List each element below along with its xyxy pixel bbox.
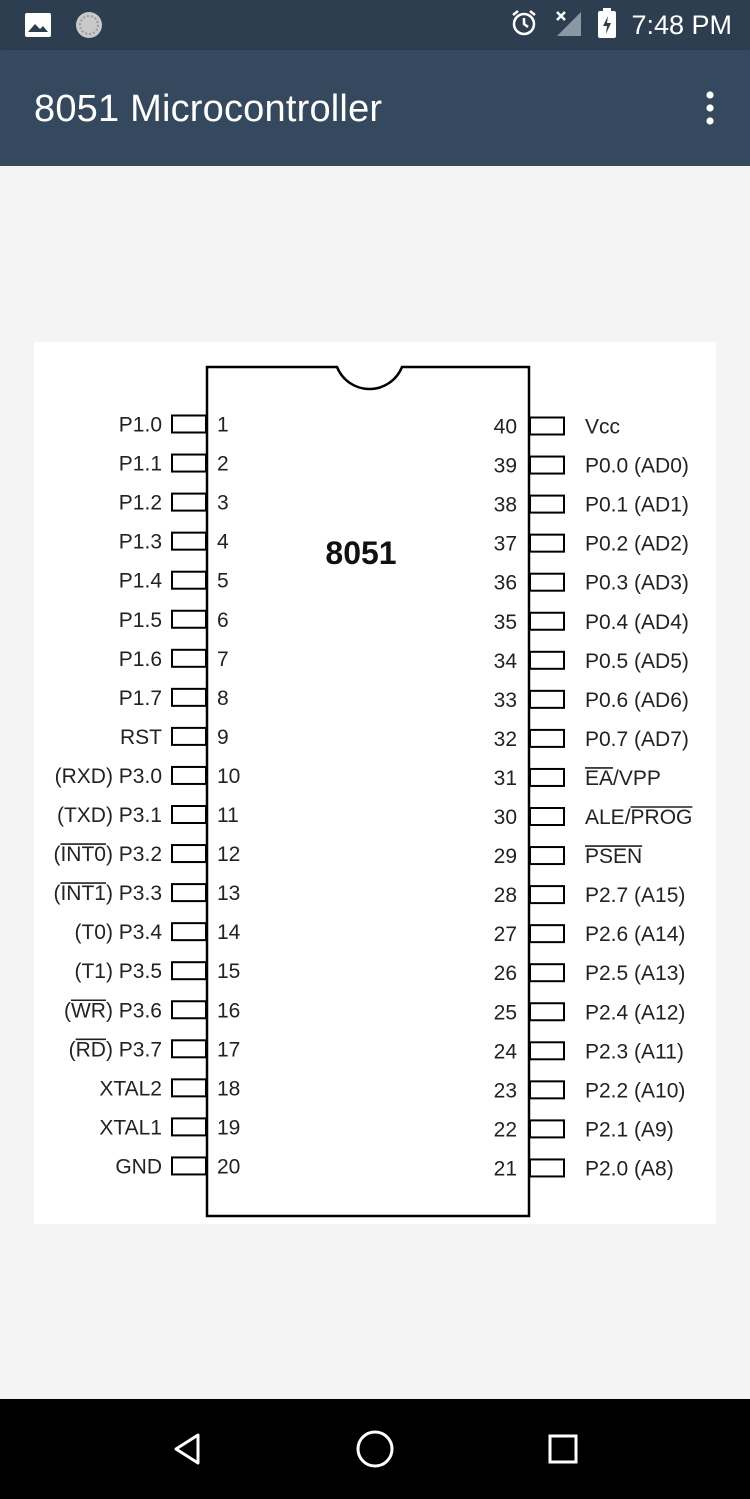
pin-number: 24 <box>493 1040 517 1064</box>
pin-number: 40 <box>493 415 517 439</box>
pin-number: 11 <box>217 804 239 827</box>
pin-number: 22 <box>493 1118 517 1142</box>
pin-lead <box>530 847 564 864</box>
alarm-icon <box>509 8 539 43</box>
pin-label: P1.2 <box>118 491 162 515</box>
pin-lead <box>172 806 206 823</box>
pin-number: 9 <box>217 725 229 749</box>
pin-number: 28 <box>493 884 517 908</box>
pin-label: RST <box>120 725 162 749</box>
pin-right <box>494 845 643 868</box>
content-area <box>0 166 750 1399</box>
pin-label: P0.7 (AD7) <box>585 727 689 751</box>
image-icon <box>24 12 52 43</box>
pin-number: 8 <box>217 686 229 710</box>
pin-lead <box>530 808 564 825</box>
chip-body <box>207 367 529 1216</box>
pin-number: 2 <box>217 452 229 476</box>
battery-icon <box>597 7 617 44</box>
back-icon[interactable] <box>166 1427 210 1471</box>
pin-label: P1.4 <box>118 569 162 593</box>
pin-label: P2.3 (A11) <box>585 1040 684 1064</box>
pin-label: ALE/PROG <box>585 806 693 829</box>
pin-label: P1.1 <box>118 452 162 476</box>
pin-lead <box>530 535 564 552</box>
pin-number: 13 <box>217 882 241 906</box>
pin-diagram-svg <box>34 342 716 1224</box>
pin-lead <box>530 457 564 474</box>
pin-lead <box>172 767 206 784</box>
pin-label: P2.4 (A12) <box>585 1001 686 1025</box>
pin-left <box>99 1116 240 1139</box>
recents-icon[interactable] <box>541 1427 585 1471</box>
pin-label: P0.1 (AD1) <box>585 493 689 517</box>
pin-label: P2.6 (A14) <box>585 923 686 947</box>
pin-label: P1.6 <box>118 647 162 671</box>
pin-label: P0.5 (AD5) <box>585 649 689 673</box>
pin-label: P2.7 (A15) <box>585 884 686 908</box>
pin-number: 33 <box>493 688 517 712</box>
pin-lead <box>172 650 206 667</box>
pin-lead <box>530 691 564 708</box>
pin-label: (T1) P3.5 <box>74 960 162 984</box>
pin-left <box>115 1155 240 1178</box>
pin-lead <box>172 689 206 706</box>
pin-number: 32 <box>493 727 517 751</box>
pin-label: XTAL2 <box>99 1077 162 1101</box>
pin-number: 3 <box>217 491 229 515</box>
pin-lead <box>530 496 564 513</box>
pin-number: 7 <box>217 647 229 671</box>
pin-label: P2.5 (A13) <box>585 962 686 986</box>
pin-lead <box>172 455 206 472</box>
pin-right <box>494 416 620 439</box>
pin-number: 26 <box>493 962 517 986</box>
pin-label: (RXD) P3.0 <box>54 764 162 788</box>
pin-lead <box>172 1040 206 1057</box>
pin-number: 27 <box>493 923 517 947</box>
pin-lead <box>172 1001 206 1018</box>
app-title: 8051 Microcontroller <box>34 88 383 130</box>
pin-diagram <box>34 342 716 1224</box>
pin-lead <box>530 613 564 630</box>
app-bar <box>0 50 750 166</box>
pin-lead <box>172 494 206 511</box>
navigation-bar <box>0 1399 750 1499</box>
pin-lead <box>530 1042 564 1059</box>
pin-lead <box>172 533 206 550</box>
pin-label: P1.3 <box>118 530 162 554</box>
pin-number: 10 <box>217 764 241 788</box>
pin-label: (INT1) P3.3 <box>53 882 162 906</box>
pin-label: (T0) P3.4 <box>74 921 162 945</box>
pin-lead <box>172 884 206 901</box>
more-vert-icon[interactable] <box>700 90 720 126</box>
pin-number: 6 <box>217 608 229 632</box>
pin-number: 36 <box>493 571 517 595</box>
pin-number: 30 <box>493 806 517 829</box>
pin-lead <box>172 962 206 979</box>
pin-number: 37 <box>493 532 517 556</box>
pin-lead <box>172 923 206 940</box>
pin-number: 25 <box>493 1001 517 1025</box>
pin-number: 34 <box>493 649 517 673</box>
pin-number: 31 <box>493 766 517 790</box>
pin-number: 23 <box>493 1079 517 1103</box>
pin-lead <box>530 769 564 786</box>
pin-number: 14 <box>217 921 241 945</box>
pin-lead <box>172 611 206 628</box>
pin-lead <box>172 1157 206 1174</box>
pin-lead <box>530 1003 564 1020</box>
pin-left <box>99 1077 240 1100</box>
pin-label: (WR) P3.6 <box>63 999 162 1023</box>
pin-label: P0.3 (AD3) <box>585 571 689 595</box>
pin-lead <box>172 572 206 589</box>
pin-lead <box>172 728 206 745</box>
pin-number: 21 <box>493 1157 517 1181</box>
pin-number: 20 <box>217 1155 241 1179</box>
home-icon[interactable] <box>353 1427 397 1471</box>
pin-label: P2.0 (A8) <box>585 1157 674 1181</box>
pin-label: EA/VPP <box>585 766 661 790</box>
pin-number: 12 <box>217 843 241 867</box>
pin-label: (TXD) P3.1 <box>56 804 162 827</box>
pin-label: (INT0) P3.2 <box>53 843 162 867</box>
pin-lead <box>530 886 564 903</box>
pin-label: GND <box>115 1155 162 1179</box>
pin-lead <box>172 416 206 433</box>
pin-label: P0.6 (AD6) <box>585 688 689 712</box>
pin-lead <box>530 652 564 669</box>
pin-label: P1.7 <box>118 686 162 710</box>
pin-label: (RD) P3.7 <box>68 1038 162 1062</box>
no-signal-icon <box>553 8 583 43</box>
pin-number: 4 <box>217 530 229 554</box>
status-time: 7:48 PM <box>631 9 732 40</box>
pin-lead <box>530 418 564 435</box>
pin-lead <box>530 1159 564 1176</box>
circle-notification-icon <box>74 10 104 45</box>
pin-lead <box>530 925 564 942</box>
pin-label: Vcc <box>585 415 621 439</box>
pin-lead <box>172 1118 206 1135</box>
pin-number: 16 <box>217 999 241 1023</box>
pin-lead <box>172 845 206 862</box>
pin-label: P1.0 <box>118 413 162 437</box>
pin-number: 39 <box>493 454 517 478</box>
pin-lead <box>530 964 564 981</box>
pin-lead <box>530 574 564 591</box>
pin-label: P0.2 (AD2) <box>585 532 689 556</box>
pin-label: P1.5 <box>118 608 162 632</box>
pin-lead <box>530 1120 564 1137</box>
pin-label: P0.4 (AD4) <box>585 610 689 634</box>
pin-number: 19 <box>217 1116 241 1140</box>
pin-label: P0.0 (AD0) <box>585 454 689 478</box>
pin-label: P2.1 (A9) <box>585 1118 674 1142</box>
pin-number: 35 <box>493 610 517 634</box>
pin-label: PSEN <box>585 845 643 869</box>
pin-number: 38 <box>493 493 517 517</box>
pin-label: P2.2 (A10) <box>585 1079 686 1103</box>
pin-label: XTAL1 <box>99 1116 162 1140</box>
status-bar <box>0 0 750 50</box>
pin-lead <box>172 1079 206 1096</box>
pin-number: 5 <box>217 569 229 593</box>
chip-label: 8051 <box>325 535 397 571</box>
pin-number: 29 <box>493 845 517 869</box>
pin-number: 15 <box>217 960 241 984</box>
pin-number: 17 <box>217 1038 241 1062</box>
pin-number: 18 <box>217 1077 241 1101</box>
pin-number: 1 <box>217 413 229 437</box>
pin-lead <box>530 730 564 747</box>
pin-lead <box>530 1081 564 1098</box>
